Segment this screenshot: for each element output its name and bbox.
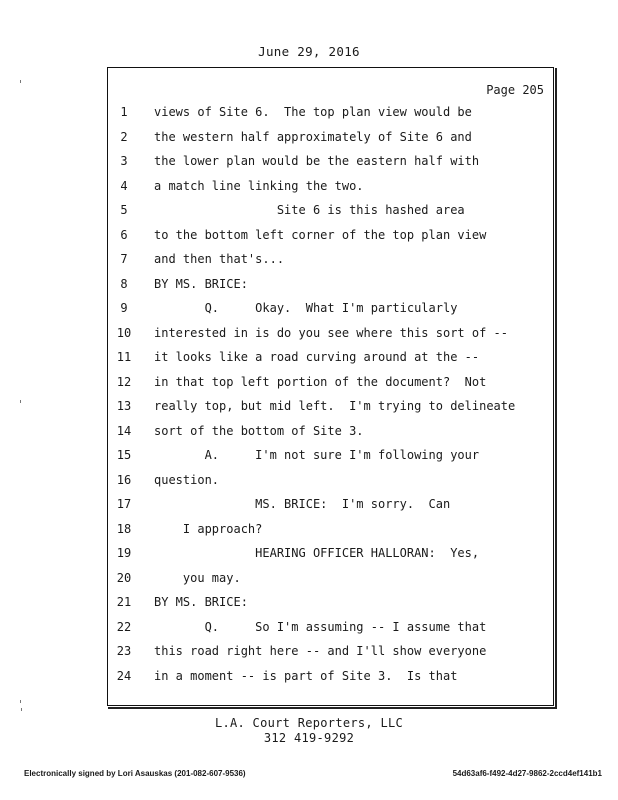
line-number: 24: [116, 668, 132, 683]
transcript-line: sort of the bottom of Site 3.: [154, 423, 364, 438]
court-reporter-name: L.A. Court Reporters, LLC: [214, 716, 404, 730]
line-number: 15: [116, 448, 132, 462]
line-number: 4: [120, 178, 128, 193]
line-number: 21: [116, 595, 132, 609]
line-number: 11: [116, 350, 132, 364]
transcript-line: question.: [154, 472, 220, 487]
line-number: 6: [120, 227, 128, 242]
transcript-line: this road right here -- and I'll show everyone: [154, 644, 487, 658]
line-number: 7: [120, 252, 128, 266]
transcript-line: A. I'm not sure I'm following your: [154, 448, 480, 462]
scan-speck: [20, 400, 21, 403]
transcript-line: to the bottom left corner of the top plan view: [154, 227, 487, 242]
line-number: 8: [120, 276, 128, 291]
line-number: 1: [120, 105, 128, 119]
scan-speck: [21, 708, 22, 711]
line-number: 18: [116, 521, 132, 536]
scan-speck: [20, 80, 21, 83]
line-number: 20: [116, 570, 132, 585]
line-number: 12: [116, 374, 132, 389]
line-number: 10: [116, 325, 132, 340]
line-number-column: [107, 104, 141, 692]
line-number: 23: [116, 644, 132, 658]
transcript-line: I approach?: [154, 521, 263, 536]
line-number: 5: [120, 203, 128, 217]
transcript-line: it looks like a road curving around at the --: [154, 350, 480, 364]
transcript-date: June 29, 2016: [258, 44, 360, 59]
page-number: Page 205: [486, 83, 544, 97]
transcript-body: [154, 104, 549, 692]
line-number: 13: [116, 399, 132, 413]
transcript-line: Q. Okay. What I'm particularly: [154, 301, 458, 315]
electronic-signature-note: Electronically signed by Lori Asauskas (201-082-607-9536): [24, 769, 246, 778]
transcript-line: the lower plan would be the eastern half with: [154, 154, 480, 168]
transcript-line: interested in is do you see where this sort of --: [154, 325, 509, 340]
transcript-line: in a moment -- is part of Site 3. Is that: [154, 668, 458, 683]
transcript-line: and then that's...: [154, 252, 285, 266]
transcript-line: Site 6 is this hashed area: [154, 203, 465, 217]
line-number: 3: [120, 154, 128, 168]
transcript-line: a match line linking the two.: [154, 178, 364, 193]
transcript-line: BY MS. BRICE:: [154, 276, 248, 291]
line-number: 22: [116, 619, 132, 634]
transcript-line: MS. BRICE: I'm sorry. Can: [154, 497, 451, 511]
line-number: 16: [116, 472, 132, 487]
transcript-line: really top, but mid left. I'm trying to delineate: [154, 399, 516, 413]
transcript-line: views of Site 6. The top plan view would be: [154, 105, 472, 119]
line-number: 19: [116, 546, 132, 560]
line-number: 14: [116, 423, 132, 438]
line-number: 2: [120, 129, 128, 144]
transcript-line: HEARING OFFICER HALLORAN: Yes,: [154, 546, 480, 560]
line-number: 9: [120, 301, 128, 315]
scan-speck: [20, 700, 21, 703]
transcript-line: in that top left portion of the document? Not: [154, 374, 487, 389]
transcript-line: the western half approximately of Site 6 and: [154, 129, 472, 144]
transcript-line: you may.: [154, 570, 241, 585]
document-id: 54d63af6-f492-4d27-9862-2ccd4ef141b1: [452, 769, 602, 778]
court-reporter-phone: 312 419-9292: [263, 731, 355, 745]
line-number: 17: [116, 497, 132, 511]
transcript-line: Q. So I'm assuming -- I assume that: [154, 619, 487, 634]
transcript-line: BY MS. BRICE:: [154, 595, 248, 609]
